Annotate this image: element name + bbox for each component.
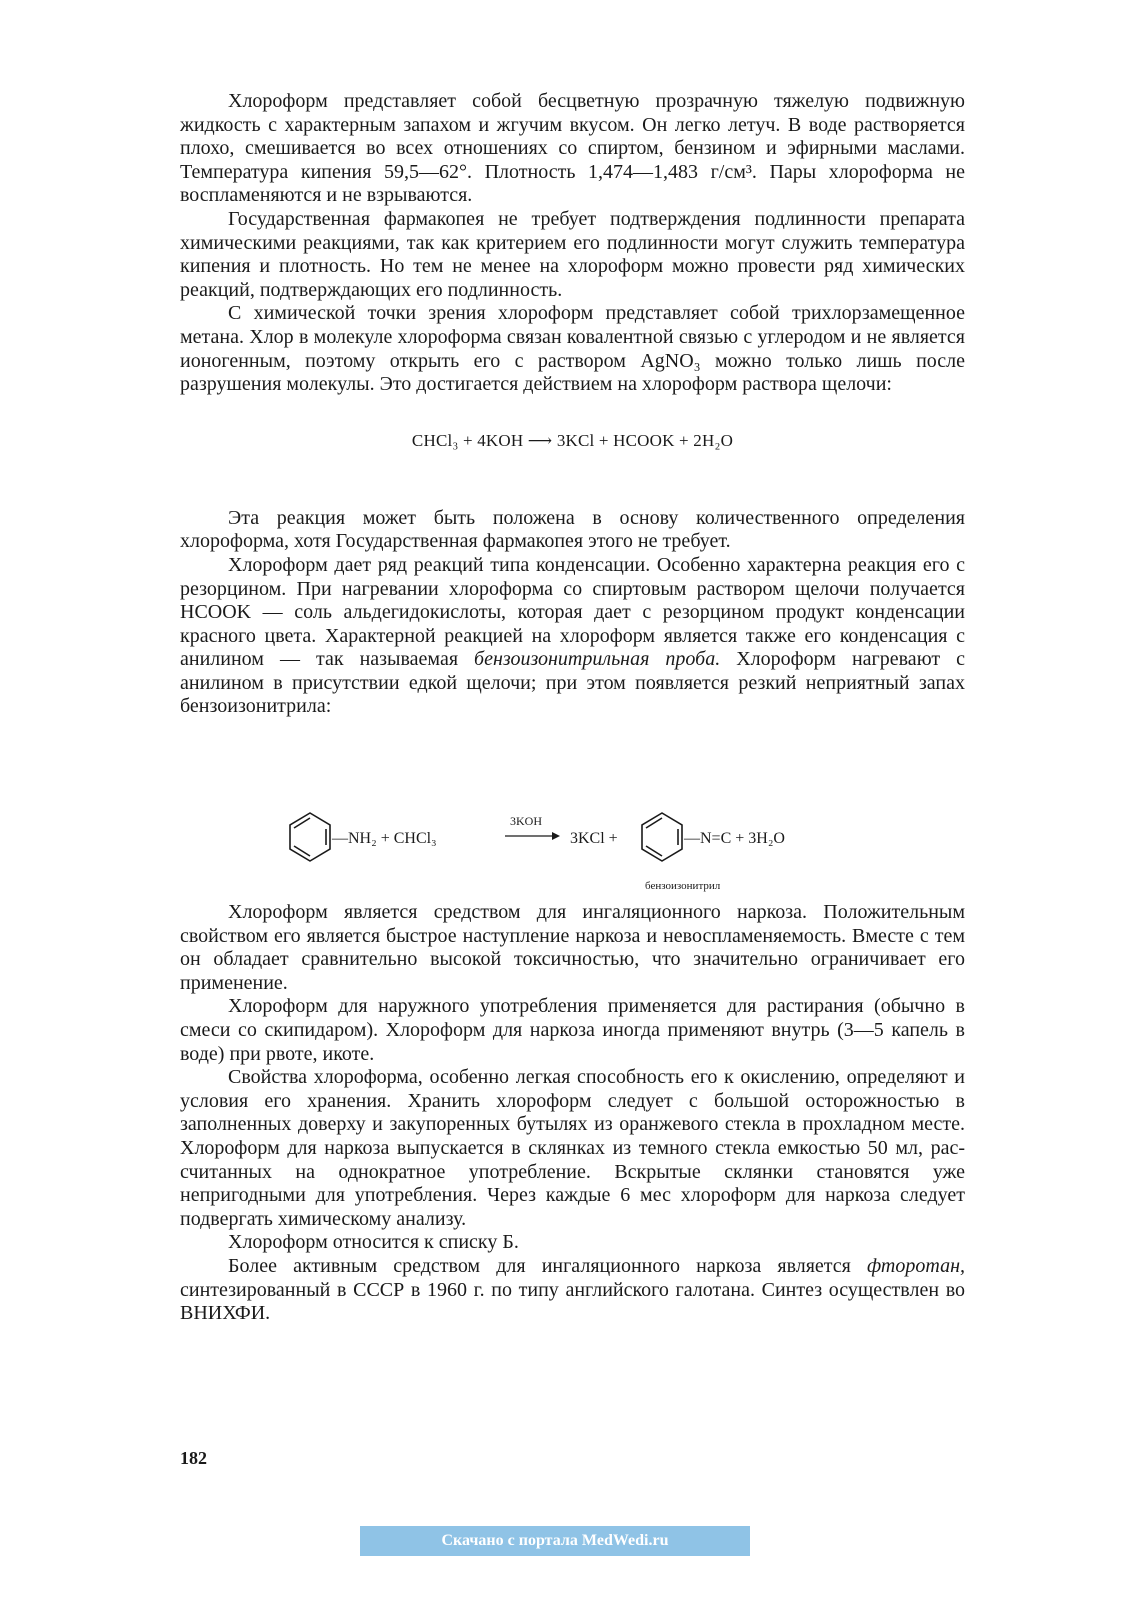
paragraph-5-term: бензоизонитрильная проба. — [474, 648, 721, 671]
paragraph-9: Хлороформ относится к списку Б. — [228, 1231, 519, 1254]
paragraph-4: Эта реакция может быть положена в основу количественного определения хлороформа, хотя Государственная фармакопея этого не требует. — [180, 506, 965, 553]
page-body — [180, 90, 965, 1326]
paragraph-10-part-b: синтезированный в СССР в 1960 г. по типу английского галотана. Синтез осуществлен во ВНИХФИ. — [180, 1278, 965, 1325]
product-kcl: 3KCl + — [570, 830, 618, 848]
reaction-arrowhead — [552, 832, 560, 840]
benzene-ring-2 — [642, 813, 682, 861]
paragraph-3: С химической точки зрения хлороформ представляет собой трихлорзамещенное метана. Хлор в молекуле хлороформа связан ковалентной связью с углеродом и не является ионогенным, поэтому открыть его с раствором AgNO₃ можно только лишь после разрушения молекулы. Это достигается действием на хлороформ раствора щелочи: — [180, 302, 965, 396]
paragraph-8: Свойства хлороформа, особенно легкая способность его к окислению, определяют и условия его хранения. Хранить хлороформ следует с большой осторожностью в заполненных доверху и закупоренных бутылях из оранжевого стекла в прохладном месте. Хлороформ для наркоза выпускается в склянках из темного стекла емкостью 50 мл, рассчитанных на однократное употребление. Вскрытые склянки становятся уже непригодными для употребления. Через каждые 6 мес хлороформ для наркоза следует подвергать химическому анализу. — [180, 1066, 965, 1230]
paragraph-10-term: фторотан, — [867, 1254, 965, 1277]
paragraph-1: Хлороформ представляет собой бесцветную прозрачную тяжелую подвижную жидкость с характерным запахом и жгучим вкусом. Он легко летуч. В воде растворяется плохо, смешивается во всех отношениях со спиртом, бензином и эфирными маслами. Температура кипения 59,5—62°. Плотность 1,474—1,483 г/см³. Пары хлороформа не воспламеняются и не взрываются. — [180, 90, 965, 207]
page-number: 182 — [180, 1448, 207, 1468]
paragraph-2: Государственная фармакопея не требует подтверждения подлинности препарата химическими реакциями, так как критерием его подлинности могут служить температура кипения и плотность. Но тем не менее на хлороформ можно провести ряд химических реакций, подтверждающих его подлинность. — [180, 207, 965, 301]
paragraph-7: Хлороформ для наружного употребления применяется для растирания (обычно в смеси со скипидаром). Хлороформ для наркоза иногда применяют внутрь (3—5 капель в воде) при рвоте, икоте. — [180, 995, 965, 1065]
benzene-ring-1 — [290, 813, 330, 861]
isonitrile-formula: —N=C + 3H₂O — [684, 830, 785, 848]
paragraph-6: Хлороформ является средством для ингаляционного наркоза. Положительным свойством его является быстрое наступление наркоза и невоспламеняемость. Вместе с тем он обладает сравнительно высокой токсичностью, что значительно ограничивает его применение. — [180, 901, 965, 994]
equation-isonitrile — [180, 729, 965, 899]
reagent-label: 3KOH — [510, 814, 542, 829]
paragraph-5 — [180, 554, 965, 719]
aniline-formula: —NH₂ + CHCl₃ — [332, 830, 437, 848]
paragraph-5-part-b: Хлороформ нагревают с анилином в присутствии едкой щелочи; при этом появляется резкий неприятный запах бензоизонитрила: — [180, 648, 965, 718]
paragraph-10-part-a: Более активным средством для ингаляционного наркоза является — [228, 1254, 867, 1277]
paragraph-10 — [180, 1255, 965, 1326]
product-name-label: бензоизонитрил — [645, 880, 721, 893]
equation-hydrolysis: CHCl₃ + 4KOH ⟶ 3KCl + HCOOK + 2H₂O — [411, 430, 734, 450]
download-banner: Скачано с портала MedWedi.ru — [360, 1526, 750, 1556]
reaction-scheme — [180, 729, 965, 899]
paragraph-5-part-a: Хлороформ дает ряд реакций типа конденсации. Особенно характерна реакция его с резорцином. При нагревании хлороформа со спиртовым раствором щелочи получается HCOOK — соль альдегидокислоты, которая дает с резорцином продукт конденсации красного цвета. Характерной реакцией на хлороформ является также его конденсация с анилином — так называемая — [180, 553, 965, 671]
